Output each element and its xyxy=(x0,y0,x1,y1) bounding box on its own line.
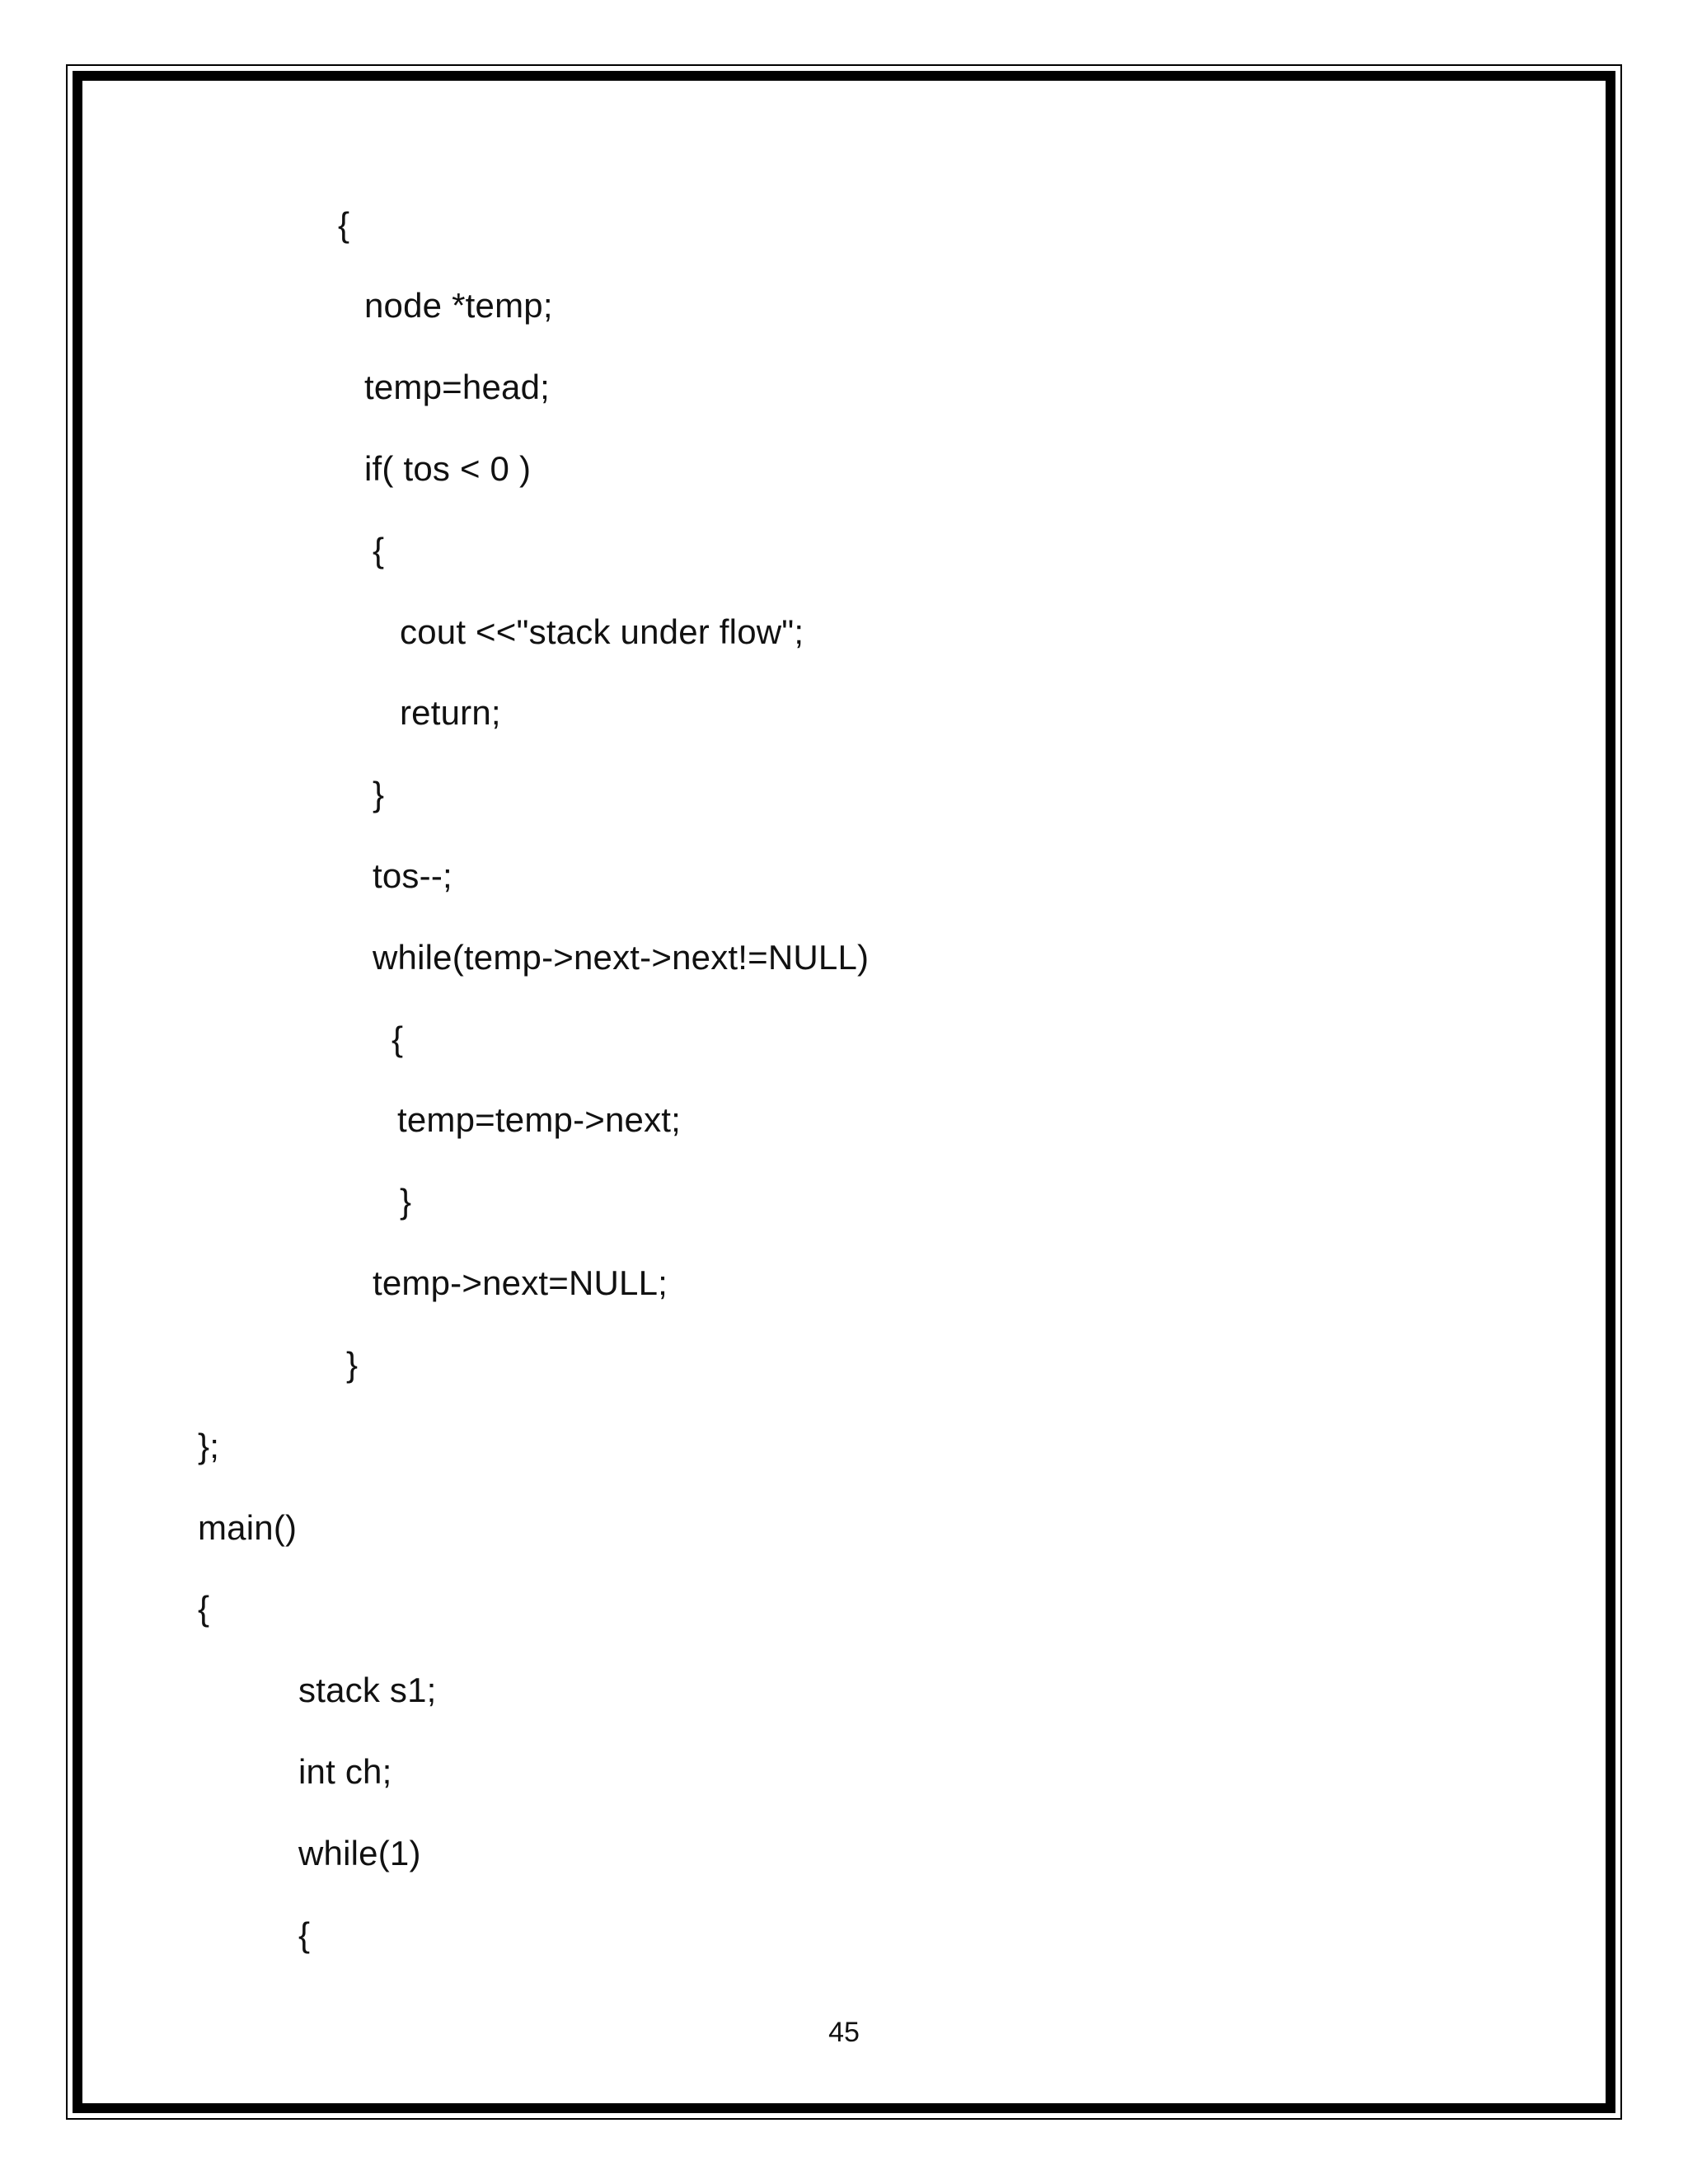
code-line: temp=head; xyxy=(364,368,551,406)
code-line: int ch; xyxy=(298,1752,392,1791)
code-line: stack s1; xyxy=(298,1671,437,1709)
code-line: { xyxy=(298,1915,311,1954)
page-border-inner xyxy=(73,71,1615,2113)
code-line: tos--; xyxy=(373,856,452,895)
code-line: node *temp; xyxy=(364,286,553,325)
code-line: } xyxy=(400,1182,412,1221)
code-line: { xyxy=(198,1589,210,1628)
code-line: { xyxy=(373,531,385,569)
code-line: { xyxy=(392,1019,404,1058)
code-line: temp=temp->next; xyxy=(397,1100,682,1139)
code-line: main() xyxy=(198,1508,298,1547)
code-line: while(temp->next->next!=NULL) xyxy=(373,938,870,977)
code-line: if( tos < 0 ) xyxy=(364,449,532,488)
code-line: }; xyxy=(198,1427,220,1465)
page-number: 45 xyxy=(828,2017,860,2048)
code-line: temp->next=NULL; xyxy=(373,1263,668,1302)
code-line: } xyxy=(373,775,385,813)
code-line: } xyxy=(346,1345,359,1384)
code-line: cout <<"stack under flow"; xyxy=(400,612,804,651)
code-line: { xyxy=(338,205,350,244)
code-line: while(1) xyxy=(298,1834,421,1872)
code-line: return; xyxy=(400,693,501,732)
